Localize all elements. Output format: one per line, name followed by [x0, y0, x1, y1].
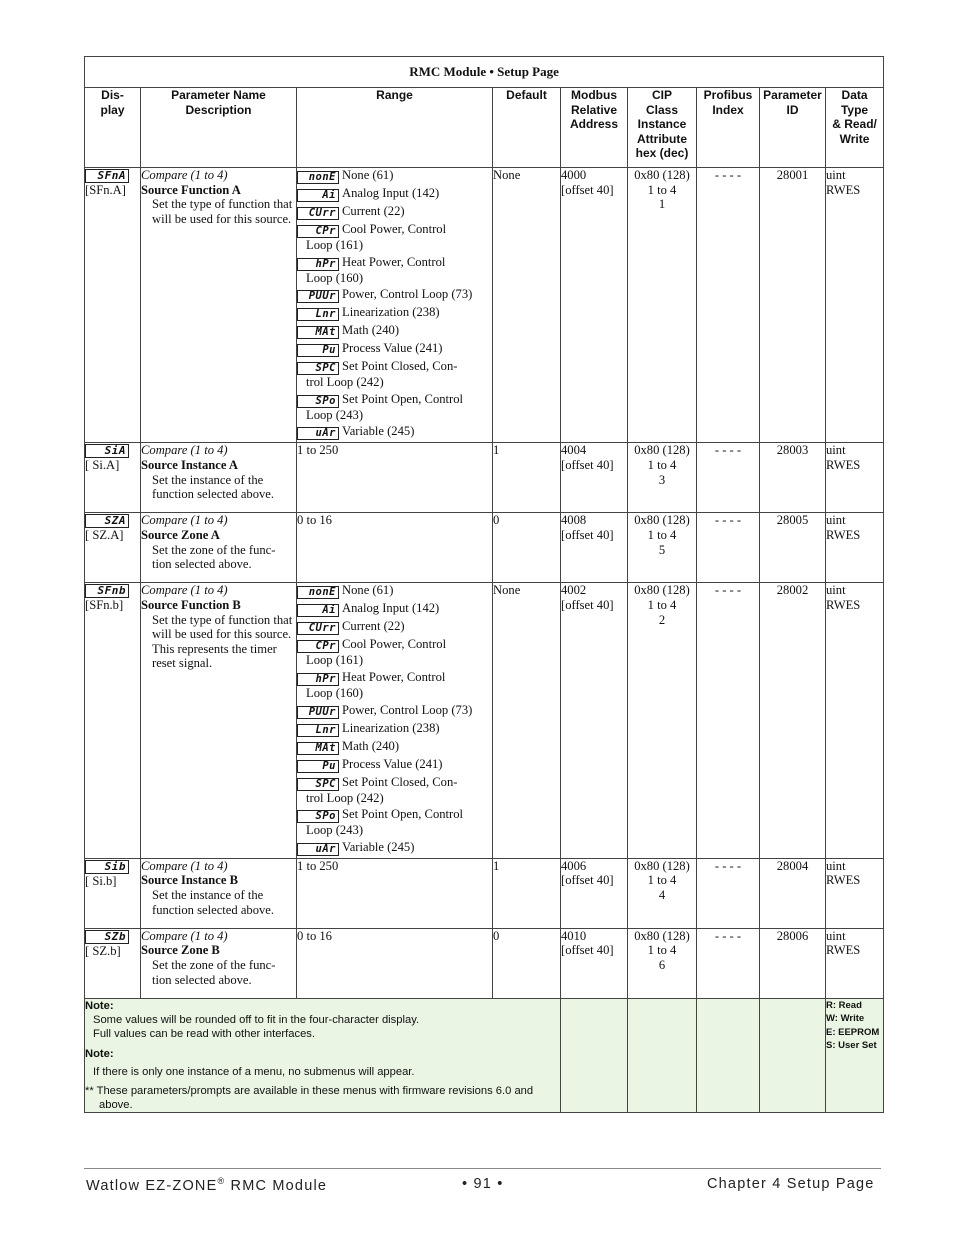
range-cell [297, 168, 493, 443]
range-lcd: hPr [297, 258, 339, 271]
range-cell [297, 443, 493, 513]
range-label: Math (240) [342, 738, 400, 753]
note1-line2: Full values can be read with other interfaces. [93, 1028, 316, 1041]
range-label: Current (22) [342, 619, 405, 634]
default-cell [493, 168, 561, 443]
footer-left [86, 1176, 327, 1194]
modbus-cell [561, 858, 628, 928]
display-cell [85, 513, 141, 583]
footer-reg: ® [217, 1176, 226, 1186]
modbus-cell [561, 443, 628, 513]
modbus-offset: [offset 40] [561, 873, 614, 888]
header-row [85, 88, 884, 168]
range-option [297, 775, 492, 806]
notes-cell [85, 998, 561, 1112]
range-option [297, 186, 492, 202]
cip-attribute: 1 [658, 197, 666, 212]
range-lcd: SPo [297, 395, 339, 408]
parameter-id: 28003 [776, 443, 809, 458]
data-type-cell [826, 858, 884, 928]
display-code: [SFn.b] [85, 598, 124, 613]
param-id-cell [760, 858, 826, 928]
range-label: Variable (245) [342, 839, 415, 854]
range-label: Linearization (238) [342, 305, 440, 320]
data-type-cell [826, 513, 884, 583]
cip-cell [628, 583, 697, 858]
read-write: RWES [826, 873, 861, 888]
data-type-cell [826, 928, 884, 998]
range-lcd: nonE [297, 171, 339, 184]
modbus-offset: [offset 40] [561, 597, 614, 612]
range-cell [297, 583, 493, 858]
profibus-cell [697, 583, 760, 858]
profibus-index: - - - - [714, 168, 742, 182]
modbus-address: 4000 [561, 168, 587, 182]
parameter-description: Set the zone of the func- tion selected above. [152, 957, 276, 987]
data-type: uint [826, 168, 846, 182]
range-label: Analog Input (142) [342, 186, 440, 200]
modbus-address: 4004 [561, 443, 587, 458]
cip-cell [628, 443, 697, 513]
cip-attribute: 6 [658, 957, 666, 972]
range-option [297, 323, 492, 339]
data-type: uint [826, 928, 846, 943]
display-code: [ Si.b] [85, 873, 117, 888]
param-id-cell [760, 583, 826, 858]
data-type-cell [826, 583, 884, 858]
range-lcd: uAr [297, 843, 339, 856]
data-type: uint [826, 443, 846, 458]
rows-body [85, 168, 884, 999]
table-row [85, 513, 884, 583]
range-label: Variable (245) [342, 424, 415, 439]
parameter-id: 28001 [776, 168, 809, 182]
footer-rule [84, 1168, 881, 1169]
range-label: Set Point Open, Control [342, 391, 464, 406]
default-value: 0 [493, 928, 500, 943]
display-code: [SFn.A] [85, 183, 126, 197]
range-lcd: CPr [297, 225, 339, 238]
table-row [85, 928, 884, 998]
read-write: RWES [826, 457, 861, 472]
range-lcd: SPC [297, 362, 339, 375]
default-value: 0 [493, 513, 500, 528]
range-option [297, 757, 492, 773]
cip-cell [628, 928, 697, 998]
range-option [297, 424, 492, 440]
note2-line: If there is only one instance of a menu, no submenus will appear. [93, 1065, 415, 1078]
range-label-cont: Loop (160) [306, 685, 364, 700]
cip-cell [628, 858, 697, 928]
modbus-cell [561, 928, 628, 998]
range-lcd: SPo [297, 810, 339, 823]
cip-class: 0x80 (128) [634, 168, 690, 182]
parameter-cell [141, 513, 297, 583]
column-header: CIP Class Instance Attribute hex (dec) [628, 88, 697, 168]
range-label-cont: Loop (161) [306, 238, 364, 252]
cip-attribute: 4 [658, 887, 666, 902]
range-label: Analog Input (142) [342, 601, 440, 616]
legend-read: R: Read [826, 999, 862, 1011]
range-text: 1 to 250 [297, 443, 339, 458]
range-label: Set Point Closed, Con- [342, 774, 458, 789]
range-label-cont: trol Loop (242) [306, 375, 384, 390]
default-cell [493, 443, 561, 513]
range-label: Heat Power, Control [342, 254, 446, 269]
range-label: Process Value (241) [342, 756, 443, 771]
setup-page-table [84, 56, 884, 1113]
display-code: [ SZ.b] [85, 943, 121, 958]
modbus-address: 4002 [561, 583, 587, 598]
column-header: Profibus Index [697, 88, 760, 168]
range-option [297, 222, 492, 253]
range-option [297, 601, 492, 617]
range-label-cont: Loop (243) [306, 823, 364, 838]
range-lcd: Lnr [297, 724, 339, 737]
range-option [297, 359, 492, 390]
note2-label: Note: [85, 1048, 114, 1061]
column-header: Parameter ID [760, 88, 826, 168]
data-type-cell [826, 443, 884, 513]
range-option [297, 305, 492, 321]
parameter-name: Source Instance B [141, 873, 239, 888]
modbus-offset: [offset 40] [561, 457, 614, 472]
cip-class: 0x80 (128) [634, 858, 690, 873]
range-label: Set Point Open, Control [342, 807, 464, 822]
profibus-index: - - - - [714, 858, 742, 873]
note1-label: Note: [85, 999, 114, 1012]
note1-line1: Some values will be rounded off to fit in the four-character display. [93, 1013, 420, 1026]
cip-cell [628, 168, 697, 443]
display-cell [85, 928, 141, 998]
cip-attribute: 3 [658, 472, 666, 487]
modbus-cell [561, 583, 628, 858]
lcd-display: SFnA [85, 169, 129, 183]
data-type: uint [826, 858, 846, 873]
range-option [297, 840, 492, 856]
parameter-category: Compare (1 to 4) [141, 928, 228, 943]
profibus-index: - - - - [714, 928, 742, 943]
read-write: RWES [826, 182, 861, 197]
notes-empty-2 [628, 998, 697, 1112]
cip-cell [628, 513, 697, 583]
range-cell [297, 513, 493, 583]
parameter-category: Compare (1 to 4) [141, 443, 228, 458]
range-lcd: uAr [297, 427, 339, 440]
display-cell [85, 583, 141, 858]
modbus-offset: [offset 40] [561, 527, 614, 542]
column-header: Range [297, 88, 493, 168]
cip-instance: 1 to 4 [647, 873, 677, 888]
parameter-id: 28006 [776, 928, 809, 943]
param-id-cell [760, 928, 826, 998]
default-value: None [493, 168, 521, 182]
range-text: 1 to 250 [297, 858, 339, 873]
range-option [297, 670, 492, 701]
parameter-description: Set the instance of the function selected above. [152, 472, 275, 502]
data-type: uint [826, 583, 846, 598]
table-row [85, 858, 884, 928]
range-label: Cool Power, Control [342, 222, 447, 236]
range-lcd: Ai [297, 604, 339, 617]
page-number: • 91 • [462, 1176, 504, 1192]
range-label: None (61) [342, 583, 394, 598]
range-lcd: CUrr [297, 622, 339, 635]
parameter-cell [141, 858, 297, 928]
range-option [297, 739, 492, 755]
footer-module: RMC Module [225, 1177, 328, 1194]
parameter-name: Source Function A [141, 182, 241, 197]
range-lcd: PUUr [297, 290, 339, 303]
range-label: Cool Power, Control [342, 637, 447, 652]
range-lcd: Ai [297, 189, 339, 202]
range-label-cont: Loop (160) [306, 270, 364, 285]
cip-instance: 1 to 4 [647, 597, 677, 612]
parameter-name: Source Zone B [141, 943, 220, 958]
default-value: 1 [493, 858, 500, 873]
column-header: Data Type & Read/ Write [826, 88, 884, 168]
lcd-display: SFnb [85, 584, 129, 598]
range-option [297, 807, 492, 838]
parameter-id: 28004 [776, 858, 809, 873]
range-option [297, 583, 492, 599]
parameter-description: Set the instance of the function selected above. [152, 887, 275, 917]
lcd-display: SZb [85, 930, 129, 944]
range-lcd: SPC [297, 778, 339, 791]
parameter-category: Compare (1 to 4) [141, 168, 228, 182]
parameter-cell [141, 168, 297, 443]
modbus-cell [561, 168, 628, 443]
range-label: Current (22) [342, 204, 405, 218]
parameter-id: 28002 [776, 583, 809, 598]
range-cell [297, 928, 493, 998]
lcd-display: SZA [85, 514, 129, 528]
modbus-cell [561, 513, 628, 583]
range-label: Power, Control Loop (73) [342, 287, 473, 302]
column-header: Default [493, 88, 561, 168]
cip-class: 0x80 (128) [634, 443, 690, 458]
parameter-category: Compare (1 to 4) [141, 513, 228, 528]
column-header: Modbus Relative Address [561, 88, 628, 168]
parameter-cell [141, 443, 297, 513]
param-id-cell [760, 513, 826, 583]
note3: ** These parameters/prompts are available in these menus with firmware revisions 6.0 and above. [85, 1084, 534, 1111]
profibus-cell [697, 168, 760, 443]
table-title: RMC Module • Setup Page [85, 57, 884, 88]
range-text: 0 to 16 [297, 513, 332, 528]
range-lcd: Pu [297, 760, 339, 773]
parameter-name: Source Zone A [141, 527, 220, 542]
notes-row [85, 998, 884, 1112]
default-cell [493, 858, 561, 928]
cip-attribute: 5 [658, 542, 666, 557]
default-cell [493, 513, 561, 583]
modbus-address: 4006 [561, 858, 587, 873]
range-label: Process Value (241) [342, 341, 443, 356]
notes-empty-4 [760, 998, 826, 1112]
table-row [85, 583, 884, 858]
range-option [297, 619, 492, 635]
range-lcd: MAt [297, 742, 339, 755]
range-lcd: PUUr [297, 706, 339, 719]
display-code: [ Si.A] [85, 458, 120, 473]
table-row [85, 443, 884, 513]
range-lcd: MAt [297, 326, 339, 339]
range-label-cont: Loop (243) [306, 407, 364, 422]
range-option [297, 703, 492, 719]
parameter-category: Compare (1 to 4) [141, 858, 228, 873]
data-type: uint [826, 513, 846, 528]
profibus-cell [697, 513, 760, 583]
range-label-cont: trol Loop (242) [306, 790, 384, 805]
parameter-cell [141, 928, 297, 998]
cip-instance: 1 to 4 [647, 943, 677, 958]
range-label-cont: Loop (161) [306, 653, 364, 668]
parameter-cell [141, 583, 297, 858]
range-lcd: Lnr [297, 308, 339, 321]
lcd-display: SiA [85, 444, 129, 458]
display-cell [85, 858, 141, 928]
range-lcd: hPr [297, 673, 339, 686]
range-option [297, 721, 492, 737]
param-id-cell [760, 443, 826, 513]
notes-empty-3 [697, 998, 760, 1112]
range-option [297, 392, 492, 423]
range-label: Set Point Closed, Con- [342, 359, 458, 374]
default-value: None [493, 583, 521, 598]
range-label: None (61) [342, 168, 394, 182]
table-row [85, 168, 884, 443]
cip-class: 0x80 (128) [634, 928, 690, 943]
modbus-address: 4010 [561, 928, 587, 943]
range-label: Power, Control Loop (73) [342, 702, 473, 717]
read-write: RWES [826, 597, 861, 612]
column-header: Dis- play [85, 88, 141, 168]
parameter-category: Compare (1 to 4) [141, 583, 228, 598]
default-cell [493, 928, 561, 998]
parameter-description: Set the zone of the func- tion selected above. [152, 542, 276, 572]
cip-instance: 1 to 4 [647, 527, 677, 542]
rw-legend [826, 998, 884, 1112]
display-cell [85, 443, 141, 513]
read-write: RWES [826, 527, 861, 542]
data-type-cell [826, 168, 884, 443]
default-cell [493, 583, 561, 858]
profibus-index: - - - - [714, 583, 742, 598]
modbus-offset: [offset 40] [561, 182, 614, 197]
notes-empty-1 [561, 998, 628, 1112]
range-option [297, 287, 492, 303]
default-value: 1 [493, 443, 500, 458]
legend-write: W: Write [826, 1013, 865, 1025]
parameter-name: Source Instance A [141, 457, 239, 472]
range-label: Linearization (238) [342, 720, 440, 735]
footer-brand: Watlow EZ-ZONE [86, 1177, 218, 1194]
modbus-offset: [offset 40] [561, 943, 614, 958]
parameter-description: Set the type of function that will be used for this source. This represents the timer reset signal. [152, 612, 293, 671]
display-cell [85, 168, 141, 443]
profibus-cell [697, 928, 760, 998]
range-lcd: Pu [297, 344, 339, 357]
column-header: Parameter Name Description [141, 88, 297, 168]
range-option [297, 637, 492, 668]
cip-instance: 1 to 4 [647, 182, 677, 197]
range-lcd: CUrr [297, 207, 339, 220]
cip-instance: 1 to 4 [647, 457, 677, 472]
legend-eeprom: E: EEPROM [826, 1026, 880, 1038]
display-code: [ SZ.A] [85, 528, 124, 543]
range-text: 0 to 16 [297, 928, 332, 943]
range-label: Heat Power, Control [342, 669, 446, 684]
profibus-index: - - - - [714, 513, 742, 528]
range-lcd: CPr [297, 640, 339, 653]
lcd-display: Sib [85, 860, 129, 874]
range-lcd: nonE [297, 586, 339, 599]
range-label: Math (240) [342, 323, 400, 338]
range-option [297, 204, 492, 220]
range-option [297, 341, 492, 357]
param-id-cell [760, 168, 826, 443]
range-option [297, 168, 492, 184]
profibus-cell [697, 858, 760, 928]
cip-class: 0x80 (128) [634, 583, 690, 598]
range-cell [297, 858, 493, 928]
cip-attribute: 2 [658, 612, 666, 627]
read-write: RWES [826, 943, 861, 958]
profibus-index: - - - - [714, 443, 742, 458]
range-option [297, 255, 492, 286]
cip-class: 0x80 (128) [634, 513, 690, 528]
modbus-address: 4008 [561, 513, 587, 528]
parameter-description: Set the type of function that will be used for this source. [152, 197, 293, 226]
parameter-name: Source Function B [141, 597, 241, 612]
parameter-id: 28005 [776, 513, 809, 528]
footer-chapter: Chapter 4 Setup Page [707, 1176, 875, 1192]
legend-userset: S: User Set [826, 1040, 877, 1052]
profibus-cell [697, 443, 760, 513]
